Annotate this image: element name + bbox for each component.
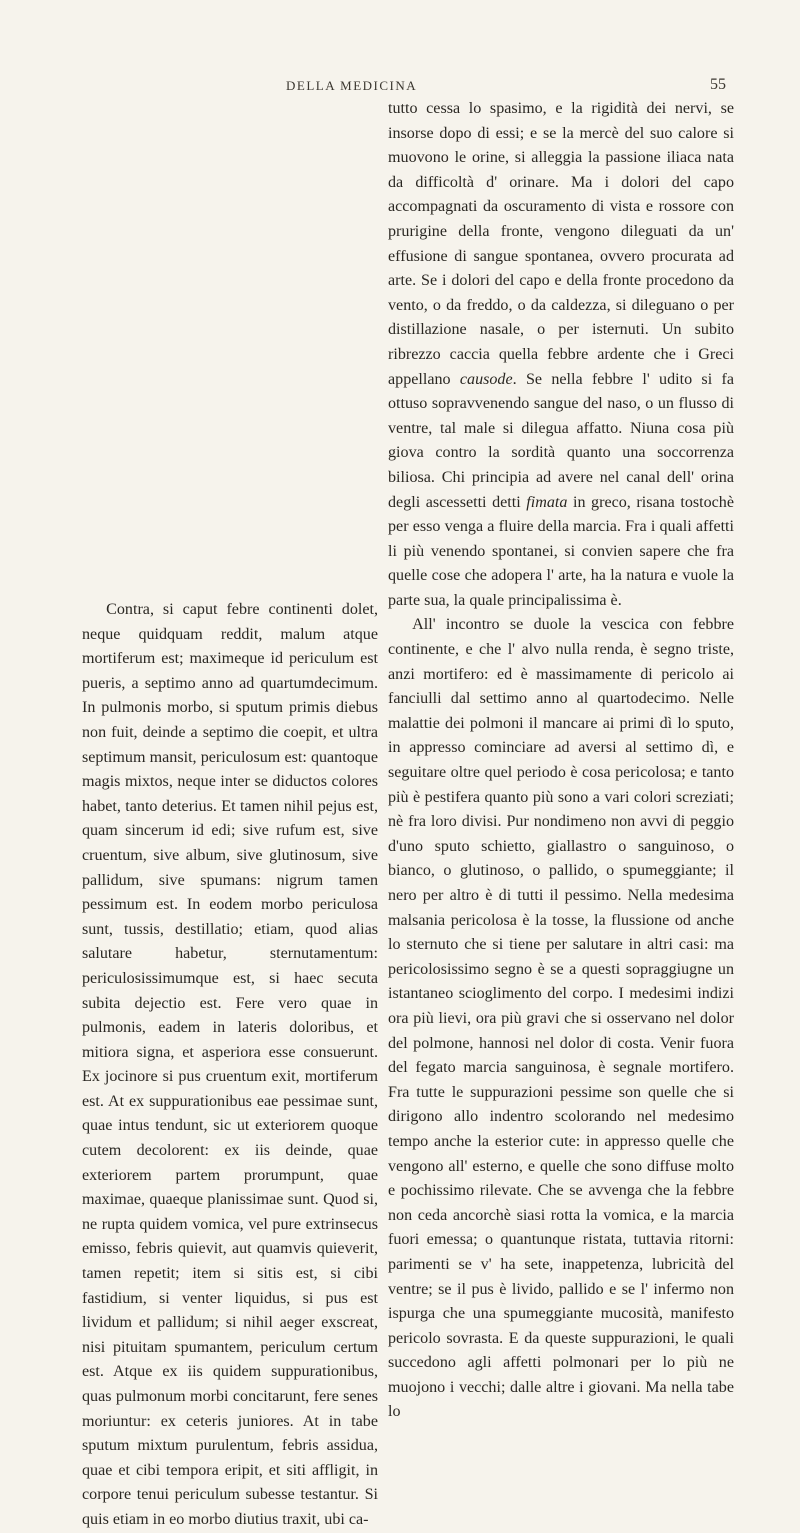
italian-text-1c: in greco, risana tostochè per esso venga a fluire della marcia. Fra i quali affetti li più venendo spontanei, si convien sapere che fra quelle cose che adopera l' arte, ha la natura e vuole la parte sua, la quale principalissima è. [388,493,735,609]
italian-text-1b: . Se nella febbre l' udito si fa ottuso sopravvenendo sangue del naso, o un flusso di ventre, tal male si dilegua affatto. Niuna cosa più giova contro la sordità quanto una soccorrenza biliosa. Chi principia ad avere nel canal dell' orina degli ascessetti detti [388,370,734,511]
running-title: DELLA MEDICINA [286,78,418,93]
latin-paragraph: Contra, si caput febre continenti dolet, neque quidquam reddit, malum atque mortiferum est; maximeque id periculum est pueris, a septimo anno ad quartumdecimum. In pulmonis morbo, si sputum primis diebus non fuit, deinde a septimo die coepit, et ultra septimum mansit, periculosum est: quantoque magis mixtos, neque inter se diductos colores habet, tanto deterius. Et tamen nihil pejus est, quam sincerum id edi; sive rufum est, sive cruentum, sive album, sive glutinosum, sive pallidum, sive spumans: nigrum tamen pessimum est. In eodem morbo periculosa sunt, tussis, destillatio; etiam, quod alias salutare habetur, sternutamentum: periculosissimumque est, si haec secuta subita dejectio est. Fere vero quae in pulmonis, eadem in lateris doloribus, et mitiora signa, et asperiora esse consuerunt. Ex jocinore si pus cruentum exit, mortiferum est. At ex suppurationibus eae pessimae sunt, quae intus tendunt, sic ut exteriorem quoque cutem decolorent: ex iis deinde, quae exteriorem partem prorumpunt, quae maximae, quaeque planissimae sunt. Quod si, ne rupta quidem vomica, vel pure extrinsecus emisso, febris quievit, aut quamvis quieverit, tamen repetit; item si sitis est, si cibi fastidium, si venter liquidus, si pus est lividum et pallidum; si nihil aeger exscreat, nisi pituitam spumantem, periculum certum est. Atque ex iis quidem suppurationibus, quas pulmonum morbi concitarunt, fere senes moriuntur: ex ceteris juniores. At in tabe sputum mixtum purulentum, febris assidua, quae et cibi tempora eripit, et siti affligit, in corpore tenui periculum subesse testantur. Si quis etiam in eo morbo diutius traxit, ubi ca- [82,601,378,1528]
italian-paragraph-1 [388,97,734,613]
italian-text-1a: tutto cessa lo spasimo, e la rigidità dei nervi, se insorse dopo di essi; e se la mercè del suo calore si muovono le orine, si alleggia la passione iliaca nata da difficoltà d' orinare. Ma i dolori del capo accompagnati da oscuramento di vista e rossore con prurigine della fronte, vengono dileguati da un' effusione di sangue spontanea, ovvero procurata ad arte. Se i dolori del capo e della fronte procedono da vento, o da freddo, o da caldezza, si dileguano o per distillazione nasale, o per isternuti. Un subito ribrezzo caccia quella febbre ardente che i Greci appellano [388,100,734,388]
page-number: 55 [710,76,726,93]
latin-column [82,598,378,1533]
term-causode: causode [459,370,513,388]
term-fimata: fimata [526,493,568,511]
italian-paragraph-2: All' incontro se duole la vescica con febbre continente, e che l' alvo nulla renda, è segno triste, anzi mortifero: ed è massimamente di pericolo ai fanciulli dal settimo anno al quartodecimo. Nelle malattie dei polmoni il mancare ai primi dì lo sputo, in appresso cominciare ad aversi al settimo dì, e seguitare oltre quel periodo è cosa pericolosa; e tanto più è pestifera quanto più sono a vari colori screziati; nè fra loro divisi. Pur nondimeno non avvi di peggio d'uno sputo schietto, giallastro o sanguinoso, o bianco, o glutinoso, o pallido, o spumeggiante; il nero per altro è di tutti il pessimo. Nella medesima malsania pericolosa è la tosse, la flussione od anche lo sternuto che si tiene per salutare in altri casi: ma pericolosissimo segno è se a questi sopraggiugne un istantaneo scioglimento del corpo. I medesimi indizi ora più lievi, ora più gravi che si osservano nel dolor del polmone, hannosi nel dolor di costa. Venir fuora del fegato marcia sanguinosa, è segnale mortifero. Fra tutte le suppurazioni pessime son quelle che si dirigono allo indentro scolorando nel medesimo tempo anche la esterior cute: in appresso quelle che vengono all' esterno, e quelle che sono diffuse molto e pochissimo rilevate. Che se avvenga che la febbre non ceda ancorchè siasi rotta la vomica, e la marcia fuori emessa; o quantunque ristata, tuttavia ritorni: parimenti se v' ha sete, inappetenza, lubricità del ventre; se il pus è livido, pallido e se l' infermo non ispurga che una spumeggiante mucosità, manifesto pericolo sovrasta. E da queste suppurazioni, le quali succedono agli affetti polmonari per lo più ne muojono i vecchi; dalle altre i giovani. Ma nella tabe lo [388,616,734,1421]
italian-column [388,97,734,1425]
